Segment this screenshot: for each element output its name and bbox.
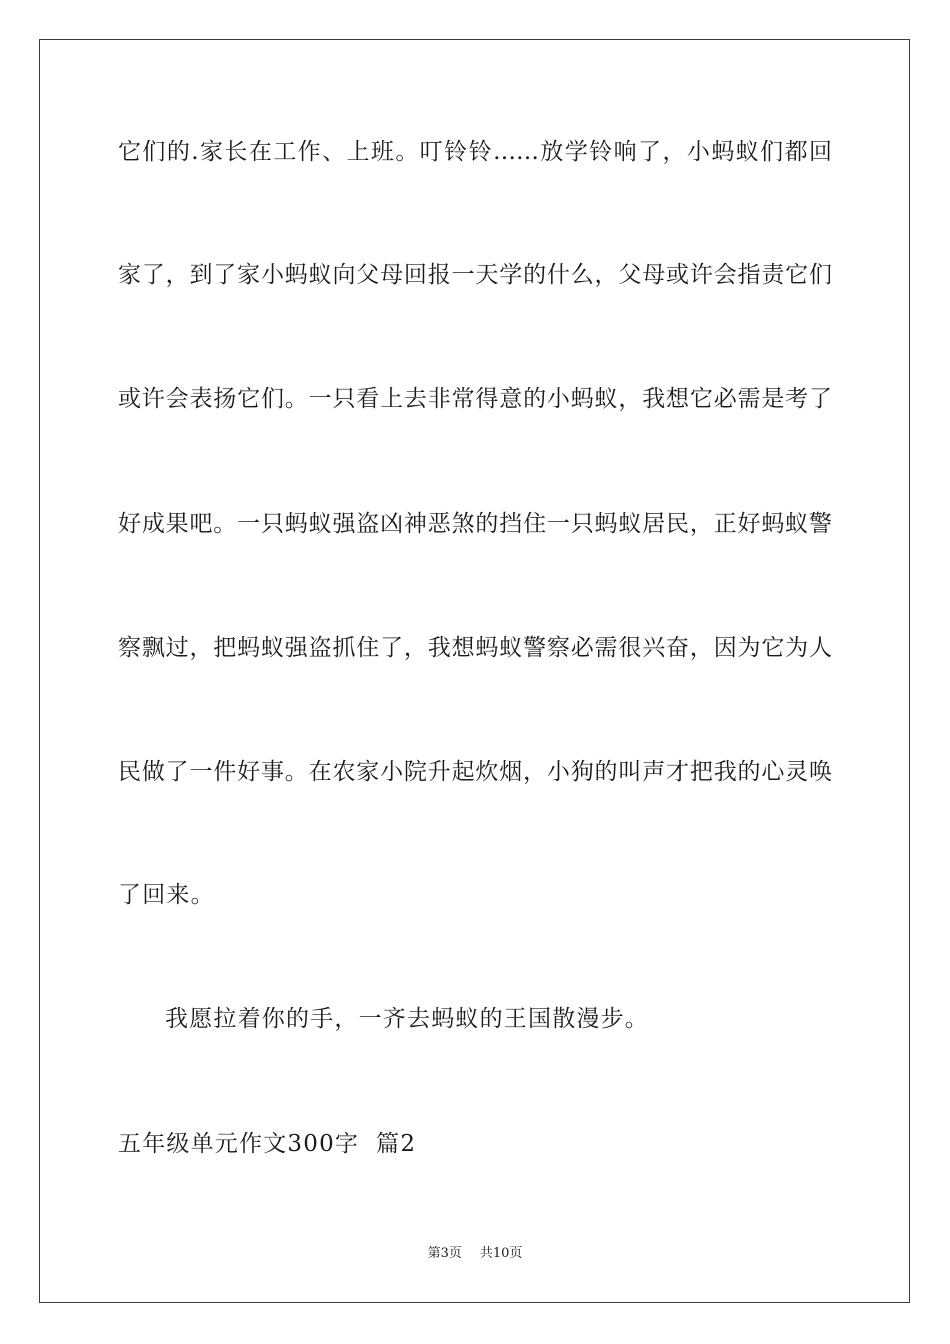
text-line: 它们的.家长在工作、上班。叮铃铃……放学铃响了，小蚂蚁们都回 bbox=[118, 139, 832, 165]
page-total: 共10页 bbox=[479, 1246, 523, 1261]
page-border bbox=[39, 39, 910, 1303]
section-heading: 五年级单元作文300字 篇2 bbox=[118, 1131, 417, 1157]
text-line: 了回来。 bbox=[118, 882, 215, 908]
text-line: 好成果吧。一只蚂蚁强盗凶神恶煞的挡住一只蚂蚁居民，正好蚂蚁警 bbox=[118, 511, 832, 537]
text-line: 家了，到了家小蚂蚁向父母回报一天学的什么，父母或许会指责它们 bbox=[118, 262, 832, 288]
text-line: 民做了一件好事。在农家小院升起炊烟，小狗的叫声才把我的心灵唤 bbox=[118, 759, 832, 785]
page-footer bbox=[0, 1245, 950, 1263]
page-number: 第3页 bbox=[427, 1246, 462, 1261]
paragraph: 我愿拉着你的手，一齐去蚂蚁的王国散漫步。 bbox=[165, 1006, 649, 1032]
text-line: 察飘过，把蚂蚁强盗抓住了，我想蚂蚁警察必需很兴奋，因为它为人 bbox=[118, 635, 832, 661]
text-line: 或许会表扬它们。一只看上去非常得意的小蚂蚁，我想它必需是考了 bbox=[118, 386, 832, 412]
